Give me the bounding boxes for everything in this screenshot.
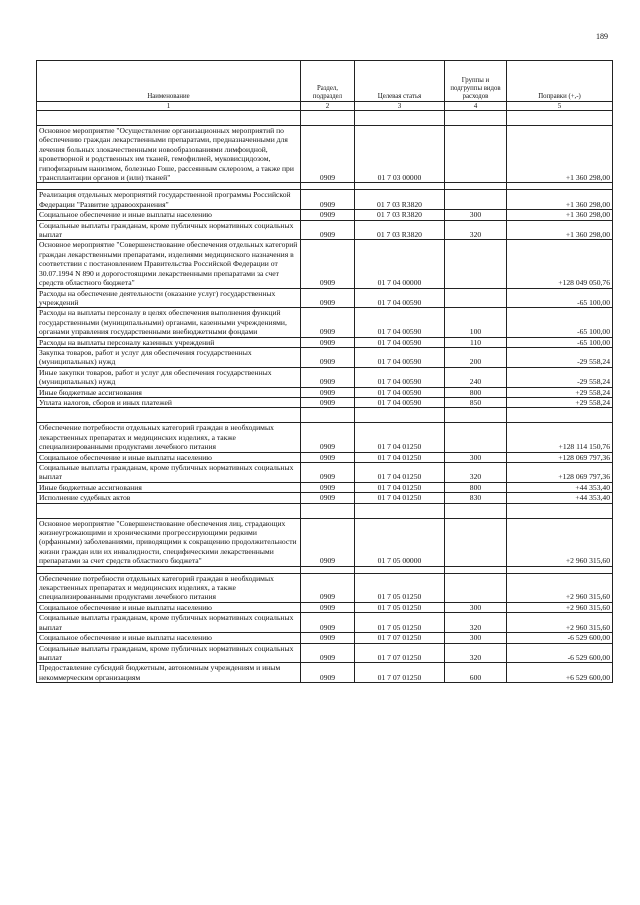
row-target-article: 01 7 03 R3820 xyxy=(355,190,445,210)
table-row xyxy=(37,663,613,683)
row-amendment-amount: +29 558,24 xyxy=(507,387,613,397)
table-row xyxy=(37,493,613,503)
row-name: Социальное обеспечение и иные выплаты населению xyxy=(37,452,301,462)
row-spacer xyxy=(37,408,613,423)
row-target-article: 01 7 07 01250 xyxy=(355,643,445,663)
row-target-article: 01 7 04 00590 xyxy=(355,337,445,347)
header-section: Раздел, подраздел xyxy=(301,61,355,102)
spacer-cell xyxy=(445,183,507,190)
table-row xyxy=(37,220,613,240)
row-target-article: 01 7 05 01250 xyxy=(355,602,445,612)
spacer-cell xyxy=(355,408,445,423)
row-expense-group: 320 xyxy=(445,220,507,240)
row-name: Расходы на выплаты персоналу казенных учреждений xyxy=(37,337,301,347)
row-name: Социальные выплаты гражданам, кроме публичных нормативных социальных выплат xyxy=(37,643,301,663)
row-amendment-amount: +1 360 298,00 xyxy=(507,220,613,240)
row-spacer xyxy=(37,503,613,518)
row-expense-group xyxy=(445,190,507,210)
row-target-article: 01 7 05 00000 xyxy=(355,518,445,566)
header-name: Наименование xyxy=(37,61,301,102)
spacer-cell xyxy=(507,566,613,573)
row-expense-group: 320 xyxy=(445,643,507,663)
row-name: Основное мероприятие "Осуществление организационных мероприятий по обеспечению граждан лекарственными препаратами, предназначенными для лечения больных злокачественными новообразованиями лимфоидной, кроветворной и родственных им тканей, гемофилией, муковисцидозом, гипофизарным нанизмом, болезнью Гоше, рассеянным склерозом, а также при трансплантации органов и (или) тканей" xyxy=(37,126,301,183)
row-section: 0909 xyxy=(301,602,355,612)
column-number: 3 xyxy=(355,102,445,111)
table-row xyxy=(37,347,613,367)
table-row xyxy=(37,613,613,633)
table-row xyxy=(37,126,613,183)
spacer-cell xyxy=(507,183,613,190)
table-row xyxy=(37,452,613,462)
row-expense-group: 300 xyxy=(445,210,507,220)
row-expense-group: 850 xyxy=(445,397,507,407)
spacer-cell xyxy=(37,408,301,423)
row-target-article: 01 7 05 01250 xyxy=(355,573,445,602)
row-expense-group xyxy=(445,573,507,602)
row-section: 0909 xyxy=(301,452,355,462)
row-name: Основное мероприятие "Совершенствование обеспечения отдельных категорий граждан лекарственными препаратами, изделиями медицинского назначения в соответствии с постановлением Правительства Российской Федерации от 30.07.1994 N 890 и дорогостоящими лекарственными препаратами за счет средств областного бюджета" xyxy=(37,240,301,288)
row-name: Иные бюджетные ассигнования xyxy=(37,482,301,492)
row-expense-group: 800 xyxy=(445,482,507,492)
row-expense-group: 300 xyxy=(445,633,507,643)
row-target-article: 01 7 05 01250 xyxy=(355,613,445,633)
table-row xyxy=(37,387,613,397)
spacer-cell xyxy=(355,183,445,190)
row-name: Реализация отдельных мероприятий государственной программы Российской Федерации "Развитие здравоохранения" xyxy=(37,190,301,210)
row-section: 0909 xyxy=(301,220,355,240)
table-header-row xyxy=(37,61,613,102)
row-target-article: 01 7 04 00590 xyxy=(355,367,445,387)
row-section: 0909 xyxy=(301,463,355,483)
row-name: Социальное обеспечение и иные выплаты населению xyxy=(37,633,301,643)
row-name: Иные закупки товаров, работ и услуг для обеспечения государственных (муниципальных) нужд xyxy=(37,367,301,387)
row-section: 0909 xyxy=(301,397,355,407)
row-expense-group: 200 xyxy=(445,347,507,367)
spacer-cell xyxy=(507,408,613,423)
column-number: 2 xyxy=(301,102,355,111)
column-number: 5 xyxy=(507,102,613,111)
row-section: 0909 xyxy=(301,240,355,288)
table-row xyxy=(37,602,613,612)
row-section: 0909 xyxy=(301,423,355,452)
row-expense-group: 320 xyxy=(445,463,507,483)
table-row xyxy=(37,463,613,483)
row-amendment-amount: +2 960 315,60 xyxy=(507,613,613,633)
table-body xyxy=(37,111,613,683)
row-amendment-amount: -65 100,00 xyxy=(507,337,613,347)
row-amendment-amount: -29 558,24 xyxy=(507,347,613,367)
row-target-article: 01 7 07 01250 xyxy=(355,663,445,683)
row-target-article: 01 7 04 00590 xyxy=(355,308,445,337)
table-row xyxy=(37,423,613,452)
row-target-article: 01 7 04 00590 xyxy=(355,387,445,397)
row-expense-group xyxy=(445,288,507,308)
spacer-cell xyxy=(445,566,507,573)
row-expense-group xyxy=(445,126,507,183)
spacer-cell xyxy=(37,111,301,126)
row-spacer xyxy=(37,183,613,190)
table-row xyxy=(37,367,613,387)
row-amendment-amount: +2 960 315,60 xyxy=(507,573,613,602)
row-section: 0909 xyxy=(301,367,355,387)
column-number-row xyxy=(37,102,613,111)
row-amendment-amount: +128 069 797,36 xyxy=(507,452,613,462)
row-section: 0909 xyxy=(301,663,355,683)
row-section: 0909 xyxy=(301,347,355,367)
row-expense-group xyxy=(445,518,507,566)
row-section: 0909 xyxy=(301,210,355,220)
header-groups: Группы и подгруппы видов расходов xyxy=(445,61,507,102)
row-section: 0909 xyxy=(301,337,355,347)
row-expense-group: 110 xyxy=(445,337,507,347)
row-amendment-amount: +2 960 315,60 xyxy=(507,602,613,612)
row-target-article: 01 7 03 R3820 xyxy=(355,220,445,240)
table-row xyxy=(37,337,613,347)
spacer-cell xyxy=(355,566,445,573)
row-target-article: 01 7 04 01250 xyxy=(355,423,445,452)
row-section: 0909 xyxy=(301,387,355,397)
table-row xyxy=(37,190,613,210)
row-section: 0909 xyxy=(301,518,355,566)
row-section: 0909 xyxy=(301,613,355,633)
row-spacer xyxy=(37,111,613,126)
spacer-cell xyxy=(301,183,355,190)
spacer-cell xyxy=(507,503,613,518)
header-target: Целевая статья xyxy=(355,61,445,102)
table-row xyxy=(37,210,613,220)
row-target-article: 01 7 07 01250 xyxy=(355,633,445,643)
budget-amendments-table xyxy=(36,60,613,683)
table-row xyxy=(37,288,613,308)
row-section: 0909 xyxy=(301,126,355,183)
table-row xyxy=(37,633,613,643)
row-section: 0909 xyxy=(301,482,355,492)
row-name: Расходы на выплаты персоналу в целях обеспечения выполнения функций государственными (муниципальными) органами, казенными учреждениями, органами управления государственными внебюджетными фондами xyxy=(37,308,301,337)
table-row xyxy=(37,573,613,602)
spacer-cell xyxy=(301,566,355,573)
row-section: 0909 xyxy=(301,573,355,602)
row-target-article: 01 7 04 01250 xyxy=(355,482,445,492)
row-amendment-amount: -29 558,24 xyxy=(507,367,613,387)
row-name: Социальные выплаты гражданам, кроме публичных нормативных социальных выплат xyxy=(37,613,301,633)
row-section: 0909 xyxy=(301,308,355,337)
spacer-cell xyxy=(445,408,507,423)
header-amendments: Поправки (+,-) xyxy=(507,61,613,102)
row-section: 0909 xyxy=(301,288,355,308)
row-expense-group: 300 xyxy=(445,602,507,612)
row-amendment-amount: -6 529 600,00 xyxy=(507,633,613,643)
spacer-cell xyxy=(301,111,355,126)
row-amendment-amount: +128 114 150,76 xyxy=(507,423,613,452)
row-expense-group: 800 xyxy=(445,387,507,397)
row-target-article: 01 7 04 01250 xyxy=(355,463,445,483)
column-number: 4 xyxy=(445,102,507,111)
row-amendment-amount: +1 360 298,00 xyxy=(507,190,613,210)
row-name: Социальные выплаты гражданам, кроме публичных нормативных социальных выплат xyxy=(37,463,301,483)
row-amendment-amount: +2 960 315,60 xyxy=(507,518,613,566)
spacer-cell xyxy=(507,111,613,126)
row-name: Обеспечение потребности отдельных категорий граждан в необходимых лекарственных препаратах и медицинских изделиях, а также специализированными продуктами лечебного питания xyxy=(37,423,301,452)
row-name: Основное мероприятие "Совершенствование обеспечения лиц, страдающих жизнеугрожающими и хроническими прогрессирующими редкими (орфанными) заболеваниями, приводящими к сокращению продолжительности жизни граждан или их инвалидности, специфическими лекарственными препаратами за счет средств областного бюджета" xyxy=(37,518,301,566)
row-amendment-amount: -65 100,00 xyxy=(507,288,613,308)
row-amendment-amount: -6 529 600,00 xyxy=(507,643,613,663)
row-name: Социальные выплаты гражданам, кроме публичных нормативных социальных выплат xyxy=(37,220,301,240)
row-name: Социальное обеспечение и иные выплаты населению xyxy=(37,210,301,220)
row-spacer xyxy=(37,566,613,573)
row-amendment-amount: +29 558,24 xyxy=(507,397,613,407)
table-row xyxy=(37,397,613,407)
row-amendment-amount: +44 353,40 xyxy=(507,482,613,492)
row-expense-group: 100 xyxy=(445,308,507,337)
row-expense-group: 830 xyxy=(445,493,507,503)
page-number: 189 xyxy=(596,32,608,41)
row-expense-group: 320 xyxy=(445,613,507,633)
row-target-article: 01 7 04 00590 xyxy=(355,288,445,308)
column-number: 1 xyxy=(37,102,301,111)
row-amendment-amount: +128 069 797,36 xyxy=(507,463,613,483)
spacer-cell xyxy=(355,111,445,126)
row-name: Обеспечение потребности отдельных категорий граждан в необходимых лекарственных препаратах и медицинских изделиях, а также специализированными продуктами лечебного питания xyxy=(37,573,301,602)
table-row xyxy=(37,240,613,288)
row-target-article: 01 7 04 01250 xyxy=(355,452,445,462)
row-target-article: 01 7 04 00590 xyxy=(355,347,445,367)
row-section: 0909 xyxy=(301,643,355,663)
row-amendment-amount: +44 353,40 xyxy=(507,493,613,503)
row-name: Расходы на обеспечение деятельности (оказание услуг) государственных учреждений xyxy=(37,288,301,308)
row-name: Предоставление субсидий бюджетным, автономным учреждениям и иным некоммерческим организациям xyxy=(37,663,301,683)
row-target-article: 01 7 04 00590 xyxy=(355,397,445,407)
table-row xyxy=(37,308,613,337)
table-row xyxy=(37,518,613,566)
row-target-article: 01 7 03 00000 xyxy=(355,126,445,183)
row-section: 0909 xyxy=(301,190,355,210)
spacer-cell xyxy=(445,111,507,126)
spacer-cell xyxy=(301,408,355,423)
row-expense-group xyxy=(445,240,507,288)
spacer-cell xyxy=(301,503,355,518)
row-expense-group xyxy=(445,423,507,452)
table-row xyxy=(37,482,613,492)
row-expense-group: 600 xyxy=(445,663,507,683)
row-name: Иные бюджетные ассигнования xyxy=(37,387,301,397)
spacer-cell xyxy=(37,503,301,518)
row-amendment-amount: +128 049 050,76 xyxy=(507,240,613,288)
row-target-article: 01 7 04 01250 xyxy=(355,493,445,503)
spacer-cell xyxy=(445,503,507,518)
row-amendment-amount: -65 100,00 xyxy=(507,308,613,337)
row-expense-group: 300 xyxy=(445,452,507,462)
row-name: Исполнение судебных актов xyxy=(37,493,301,503)
row-section: 0909 xyxy=(301,633,355,643)
row-name: Уплата налогов, сборов и иных платежей xyxy=(37,397,301,407)
spacer-cell xyxy=(37,566,301,573)
row-name: Социальное обеспечение и иные выплаты населению xyxy=(37,602,301,612)
row-amendment-amount: +6 529 600,00 xyxy=(507,663,613,683)
row-expense-group: 240 xyxy=(445,367,507,387)
row-name: Закупка товаров, работ и услуг для обеспечения государственных (муниципальных) нужд xyxy=(37,347,301,367)
row-amendment-amount: +1 360 298,00 xyxy=(507,210,613,220)
row-section: 0909 xyxy=(301,493,355,503)
row-target-article: 01 7 04 00000 xyxy=(355,240,445,288)
row-target-article: 01 7 03 R3820 xyxy=(355,210,445,220)
spacer-cell xyxy=(37,183,301,190)
table-row xyxy=(37,643,613,663)
row-amendment-amount: +1 360 298,00 xyxy=(507,126,613,183)
spacer-cell xyxy=(355,503,445,518)
